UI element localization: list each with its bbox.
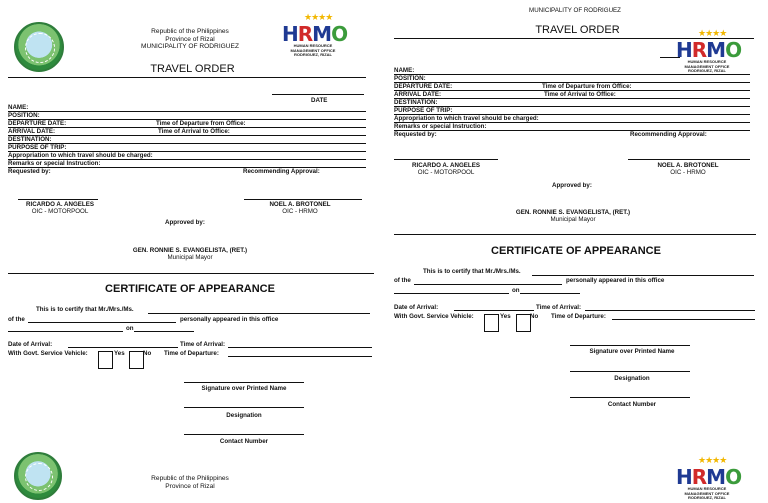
left-field-departure[interactable]: DEPARTURE DATE: Time of Departure from Office:	[8, 120, 366, 128]
right-contact-label: Contact Number	[607, 401, 657, 408]
right-cert-date-arrival: Date of Arrival:	[394, 304, 439, 311]
left-footer-line2: Province of Rizal	[165, 482, 215, 490]
right-signature-label: Signature over Printed Name	[589, 348, 675, 355]
right-yes-checkbox[interactable]	[484, 314, 499, 332]
right-no-label: No	[530, 313, 539, 320]
municipal-seal-logo	[14, 22, 64, 72]
left-field-remarks[interactable]: Remarks or special Instruction:	[8, 160, 366, 168]
right-field-destination[interactable]: DESTINATION:	[394, 99, 750, 107]
right-cert-certify: This is to certify that Mr./Mrs./Ms.	[423, 268, 521, 275]
left-signature-label: Signature over Printed Name	[201, 385, 287, 392]
left-signatory2-name: NOEL A. BROTONEL	[269, 201, 331, 208]
left-certificate-title: CERTIFICATE OF APPEARANCE	[105, 283, 275, 295]
left-header-line3: MUNICIPALITY OF RODRIGUEZ	[141, 43, 239, 50]
left-mayor-title: Municipal Mayor	[167, 254, 213, 261]
right-field-arrival[interactable]: ARRIVAL DATE: Time of Arrival to Office:	[394, 91, 750, 99]
right-yes-label: Yes	[500, 313, 511, 320]
right-field-name[interactable]: NAME:	[394, 67, 750, 75]
left-header-line2: Province of Rizal	[165, 35, 215, 43]
right-no-checkbox[interactable]	[516, 314, 531, 332]
right-certificate-title: CERTIFICATE OF APPEARANCE	[491, 245, 661, 257]
left-cert-vehicle: With Govt. Service Vehicle:	[8, 350, 88, 357]
right-recommending: Recommending Approval:	[630, 131, 707, 138]
left-no-label: No	[143, 350, 152, 357]
right-approved-by: Approved by:	[552, 182, 592, 189]
right-signatory2-name: NOEL A. BROTONEL	[657, 162, 719, 169]
right-signatory1-name: RICARDO A. ANGELES	[412, 162, 480, 169]
left-signatory2-title: OIC - HRMO	[282, 208, 318, 215]
right-field-remarks[interactable]: Remarks or special Instruction:	[394, 123, 750, 131]
right-cert-on: on	[512, 287, 520, 294]
stars-icon: ★★★★	[304, 12, 333, 22]
left-recommending: Recommending Approval:	[243, 168, 320, 175]
footer-seal-logo	[14, 452, 62, 500]
left-cert-time-departure: Time of Departure:	[164, 350, 219, 357]
left-cert-certify: This is to certify that Mr./Mrs./Ms.	[36, 306, 134, 313]
stars-icon: ★★★★	[698, 455, 727, 465]
left-signatory1-title: OIC - MOTORPOOL	[31, 208, 89, 215]
left-field-position[interactable]: POSITION:	[8, 112, 366, 120]
left-footer-line1: Republic of the Philippines	[151, 475, 229, 482]
left-cert-time-arrival: Time of Arrival:	[180, 341, 226, 348]
right-title: TRAVEL ORDER	[535, 24, 620, 36]
left-mayor-name: GEN. RONNIE S. EVANGELISTA, (RET.)	[132, 247, 248, 254]
stars-icon: ★★★★	[698, 28, 727, 38]
right-cert-appeared: personally appeared in this office	[566, 277, 665, 284]
hrmo-logo-footer: ★★★★ HRMO HUMAN RESOURCE MANAGEMENT OFFICE RODRIGUEZ, RIZAL	[676, 455, 742, 500]
left-field-purpose[interactable]: PURPOSE OF TRIP:	[8, 144, 366, 152]
left-field-arrival[interactable]: ARRIVAL DATE: Time of Arrival to Office:	[8, 128, 366, 136]
right-field-position[interactable]: POSITION:	[394, 75, 750, 83]
right-mayor-title: Municipal Mayor	[550, 216, 596, 223]
left-field-name[interactable]: NAME:	[8, 104, 366, 112]
hrmo-logo-right: ★★★★ HRMO HUMAN RESOURCE MANAGEMENT OFFICE RODRIGUEZ, RIZAL	[676, 28, 742, 73]
left-title: TRAVEL ORDER	[150, 63, 235, 75]
left-no-checkbox[interactable]	[129, 351, 144, 369]
right-cert-time-arrival: Time of Arrival:	[536, 304, 582, 311]
left-cert-appeared: personally appeared in this office	[180, 316, 279, 323]
right-field-purpose[interactable]: PURPOSE OF TRIP:	[394, 107, 750, 115]
left-cert-of-the: of the	[8, 316, 25, 323]
left-yes-checkbox[interactable]	[98, 351, 113, 369]
right-requested-by: Requested by:	[394, 131, 437, 138]
left-field-appropriation[interactable]: Appropriation to which travel should be charged:	[8, 152, 366, 160]
right-field-departure[interactable]: DEPARTURE DATE: Time of Departure from Office:	[394, 83, 750, 91]
left-signatory1-name: RICARDO A. ANGELES	[26, 201, 94, 208]
right-signatory1-title: OIC - MOTORPOOL	[417, 169, 475, 176]
left-header	[125, 28, 255, 51]
right-cert-vehicle: With Govt. Service Vehicle:	[394, 313, 474, 320]
left-cert-on: on	[126, 325, 134, 332]
left-field-destination[interactable]: DESTINATION:	[8, 136, 366, 144]
right-signatory2-title: OIC - HRMO	[670, 169, 706, 176]
hrmo-logo: ★★★★ HRMO HUMAN RESOURCE MANAGEMENT OFFICE RODRIGUEZ, RIZAL	[282, 12, 348, 57]
right-mayor-name: GEN. RONNIE S. EVANGELISTA, (RET.)	[515, 209, 631, 216]
right-cert-time-departure: Time of Departure:	[551, 313, 606, 320]
left-contact-label: Contact Number	[219, 438, 269, 445]
left-cert-date-arrival: Date of Arrival:	[8, 341, 53, 348]
left-approved-by: Approved by:	[165, 219, 205, 226]
left-designation-label: Designation	[226, 412, 262, 419]
left-requested-by: Requested by:	[8, 168, 51, 175]
left-yes-label: Yes	[114, 350, 125, 357]
left-date-label: DATE	[311, 97, 328, 104]
left-header-line1: Republic of the Philippines	[151, 28, 229, 35]
right-cert-of-the: of the	[394, 277, 411, 284]
right-header: MUNICIPALITY OF RODRIGUEZ	[529, 7, 621, 14]
right-field-appropriation[interactable]: Appropriation to which travel should be charged:	[394, 115, 750, 123]
right-designation-label: Designation	[614, 375, 650, 382]
